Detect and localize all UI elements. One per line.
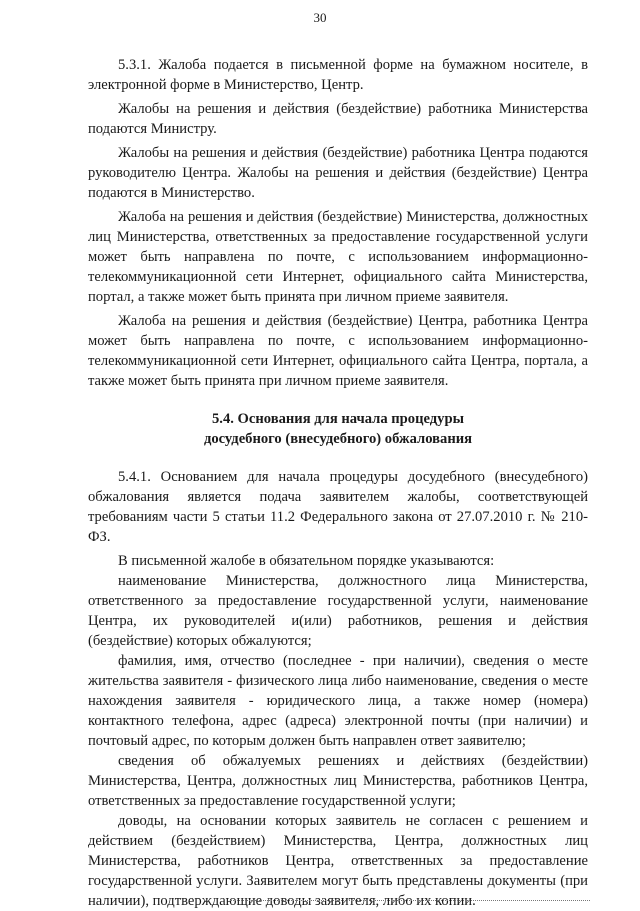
list-item-names: наименование Министерства, должностного лица Министерства, ответственного за предоставление государственной услуги, наименование Центра, их руководителей и(или) работников, решения и действия (бездействие) которых обжалуются;	[88, 573, 588, 649]
paragraph-complaint-ministry-methods: Жалоба на решения и действия (бездействие) Министерства, должностных лиц Министерства, ответственных за предоставление государственной услуги может быть направлена по почте, с использованием информационно-телекоммуникационной сети Интернет, официального сайта Министерства, портал, а также может быть принята при личном приеме заявителя.	[88, 209, 588, 305]
page-number: 30	[313, 10, 327, 25]
document-body	[88, 55, 588, 911]
paragraph-5-3-1: 5.3.1. Жалоба подается в письменной форме на бумажном носителе, в электронной форме в Министерство, Центр.	[88, 57, 588, 93]
paragraph-5-4-1: 5.4.1. Основанием для начала процедуры досудебного (внесудебного) обжалования является подача заявителем жалобы, соответствующей требованиям части 5 статьи 11.2 Федерального закона от 27.07.2010 г. № 210-ФЗ.	[88, 469, 588, 545]
paragraph-complaint-center-methods: Жалоба на решения и действия (бездействие) Центра, работника Центра может быть направлена по почте, с использованием информационно-телекоммуникационной сети Интернет, официального сайта Центра, портала, а также может быть принята при личном приеме заявителя.	[88, 313, 588, 389]
paragraph-written-complaint-intro: В письменной жалобе в обязательном порядке указываются:	[118, 553, 495, 569]
list-item-arguments: доводы, на основании которых заявитель не согласен с решением и действием (бездействием) Министерства, Центра, должностных лиц Министерства, работников Центра, ответственных за предоставление государственной услуги. Заявителем могут быть представлены документы (при наличии), подтверждающие доводы заявителя, либо их копии.	[88, 813, 588, 909]
list-item-appealed-decisions: сведения об обжалуемых решениях и действиях (бездействии) Министерства, Центра, должностных лиц Министерства, работников Центра, ответственных за предоставление государственной услуги;	[88, 753, 588, 809]
section-heading-5-4	[88, 409, 588, 449]
list-item-applicant-info: фамилия, имя, отчество (последнее - при наличии), сведения о месте жительства заявителя - физического лица либо наименование, сведения о месте нахождения заявителя - юридического лица, а также номер (номера) контактного телефона, адрес (адреса) электронной почты (при наличии) и почтовый адрес, по которым должен быть направлен ответ заявителю;	[88, 653, 588, 749]
section-heading-line1: 5.4. Основания для начала процедуры	[212, 411, 464, 427]
paragraph-complaint-ministry-worker: Жалобы на решения и действия (бездействие) работника Министерства подаются Министру.	[88, 101, 588, 137]
paragraph-complaint-center-worker: Жалобы на решения и действия (бездействие) работника Центра подаются руководителю Центра. Жалобы на решения и действия (бездействие) Центра подаются в Министерство.	[88, 145, 588, 201]
footer-scan-marks	[230, 898, 590, 901]
section-heading-line2: досудебного (внесудебного) обжалования	[203, 431, 473, 447]
